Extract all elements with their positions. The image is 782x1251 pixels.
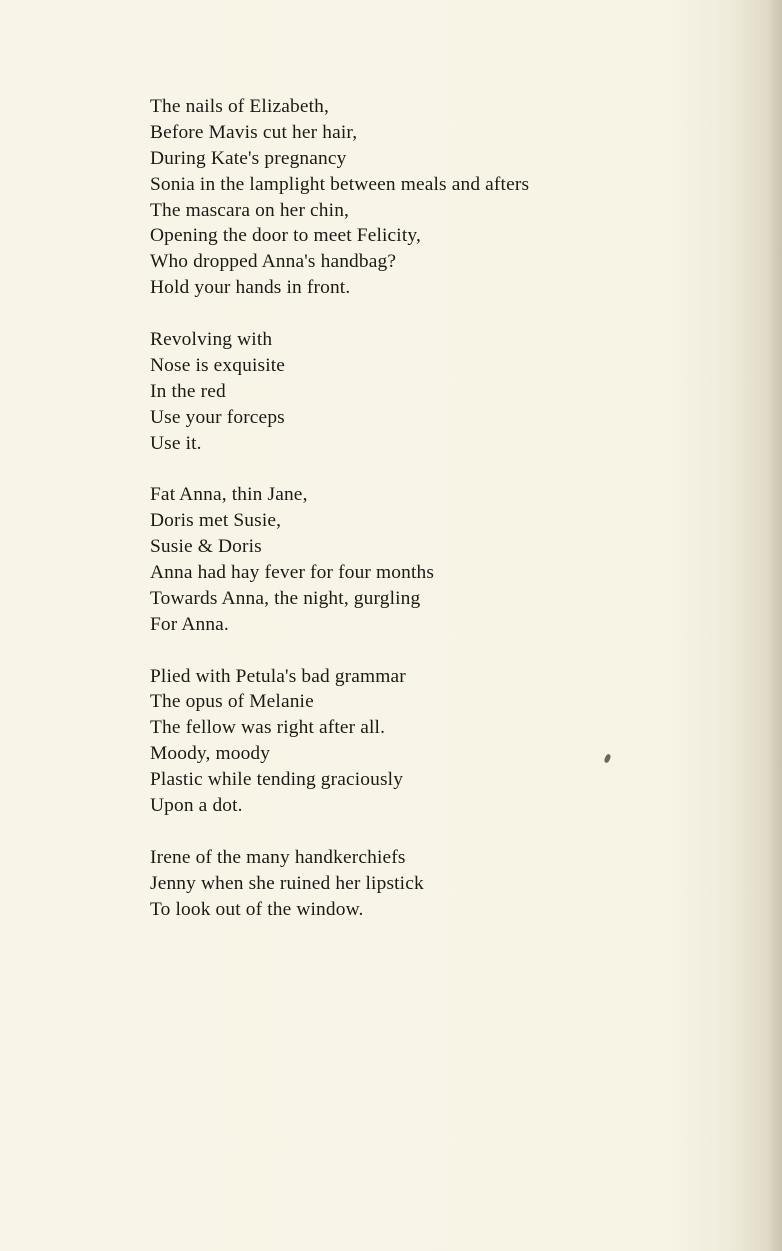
poem-line: Towards Anna, the night, gurgling — [150, 587, 421, 609]
poem-line: Susie & Doris — [150, 536, 262, 558]
poem-line: During Kate's pregnancy — [150, 147, 347, 169]
poem-line: Jenny when she ruined her lipstick — [150, 872, 424, 894]
poem-line: Before Mavis cut her hair, — [150, 121, 358, 143]
poem-line: Use it. — [150, 432, 202, 454]
poem-line: Use your forceps — [150, 406, 285, 428]
poem-line: Plied with Petula's bad grammar — [150, 665, 406, 687]
poem-line: To look out of the window. — [150, 898, 364, 920]
poem-line: Opening the door to meet Felicity, — [150, 225, 421, 247]
poem-line: Upon a dot. — [150, 795, 243, 817]
poem-line: Anna had hay fever for four months — [150, 562, 435, 584]
poem-line: Who dropped Anna's handbag? — [150, 251, 397, 273]
stanza-3 — [150, 482, 710, 637]
stanza-4 — [150, 664, 710, 819]
poem-line: The nails of Elizabeth, — [150, 96, 329, 117]
poem-line: The mascara on her chin, — [150, 199, 350, 221]
poem-line: The opus of Melanie — [150, 691, 314, 713]
poem-body — [150, 94, 710, 948]
poem-line: In the red — [150, 380, 226, 402]
stanza-1 — [150, 94, 710, 301]
stanza-5 — [150, 845, 710, 923]
stanza-2 — [150, 327, 710, 456]
poem-line: Sonia in the lamplight between meals and afters — [150, 173, 530, 195]
poem-line: For Anna. — [150, 613, 229, 635]
page-spine-shadow — [768, 0, 782, 1251]
poem-line: Nose is exquisite — [150, 354, 286, 376]
poem-line: The fellow was right after all. — [150, 717, 386, 739]
poem-line: Hold your hands in front. — [150, 277, 351, 299]
poem-line: Moody, moody — [150, 743, 271, 765]
poem-line: Plastic while tending graciously — [150, 769, 404, 791]
poem-line: Fat Anna, thin Jane, — [150, 484, 308, 506]
poem-line: Irene of the many handkerchiefs — [150, 846, 406, 868]
poem-line: Doris met Susie, — [150, 510, 282, 532]
poem-line: Revolving with — [150, 329, 273, 351]
